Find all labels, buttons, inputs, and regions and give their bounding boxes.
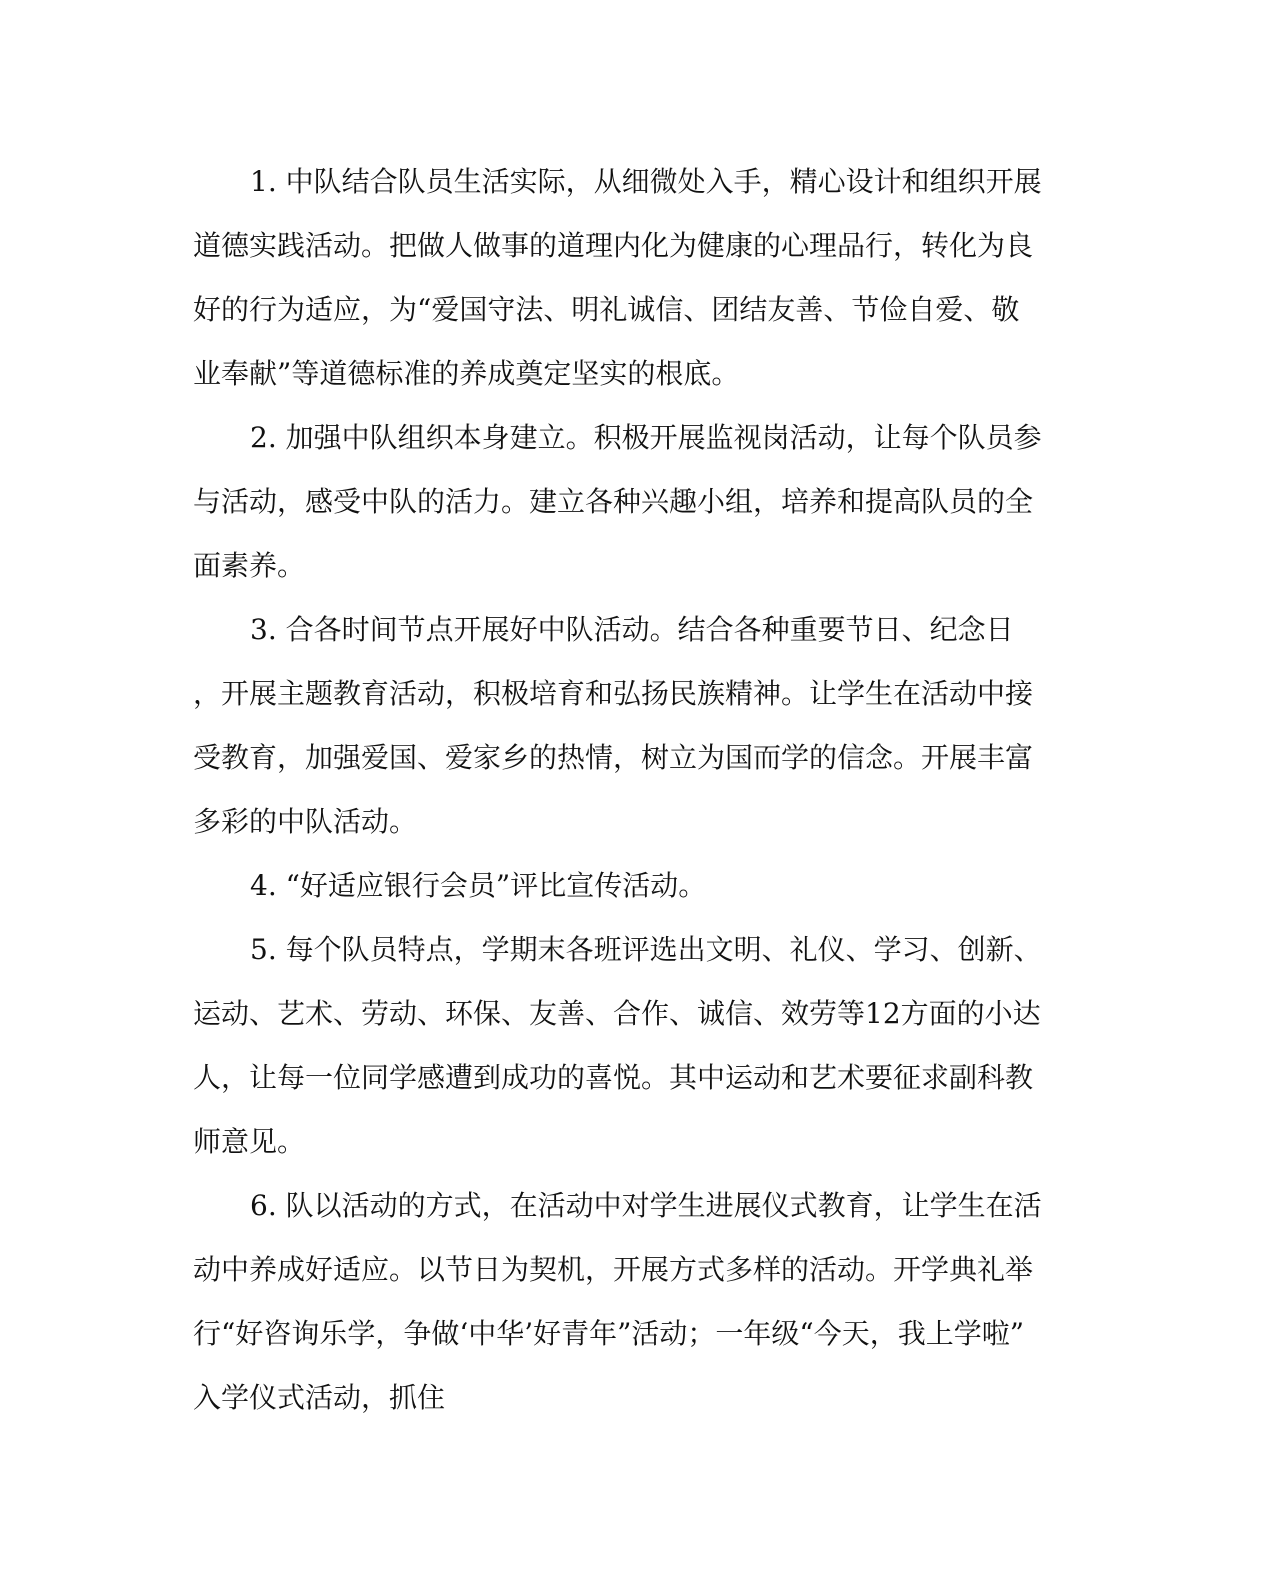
text-line: 师意见。 bbox=[193, 1125, 306, 1158]
paragraph-1 bbox=[193, 150, 1053, 406]
text-line: 与活动，感受中队的活力。建立各种兴趣小组，培养和提高队员的全 bbox=[193, 485, 1034, 518]
text-line: 入学仪式活动，抓住 bbox=[193, 1381, 446, 1414]
text-line: ，开展主题教育活动，积极培育和弘扬民族精神。让学生在活动中接 bbox=[193, 677, 1034, 710]
text-line: 人，让每一位同学感遭到成功的喜悦。其中运动和艺术要征求副科教 bbox=[193, 1061, 1034, 1094]
text-line: 2. 加强中队组织本身建立。积极开展监视岗活动，让每个队员参 bbox=[250, 421, 1042, 454]
text-line: 道德实践活动。把做人做事的道理内化为健康的心理品行，转化为良 bbox=[193, 229, 1034, 262]
text-line: 好的行为适应，为“爱国守法、明礼诚信、团结友善、节俭自爱、敬 bbox=[193, 293, 1020, 326]
text-line: 业奉献”等道德标准的养成奠定坚实的根底。 bbox=[193, 357, 740, 390]
paragraph-5 bbox=[193, 918, 1053, 1174]
paragraph-3 bbox=[193, 598, 1053, 854]
paragraph-6 bbox=[193, 1174, 1053, 1430]
text-line: 3. 合各时间节点开展好中队活动。结合各种重要节日、纪念日 bbox=[250, 613, 1014, 646]
text-line: 多彩的中队活动。 bbox=[193, 805, 418, 838]
text-line: 运动、艺术、劳动、环保、友善、合作、诚信、效劳等12方面的小达 bbox=[193, 997, 1041, 1030]
paragraph-2 bbox=[193, 406, 1053, 598]
text-line: 行“好咨询乐学，争做‘中华’好青年”活动；一年级“今天，我上学啦” bbox=[193, 1317, 1025, 1350]
text-line: 4. “好适应银行会员”评比宣传活动。 bbox=[250, 869, 707, 902]
paragraph-4 bbox=[193, 854, 1053, 918]
text-line: 动中养成好适应。以节日为契机，开展方式多样的活动。开学典礼举 bbox=[193, 1253, 1034, 1286]
document-body bbox=[193, 150, 1053, 1430]
text-line: 1. 中队结合队员生活实际，从细微处入手，精心设计和组织开展 bbox=[250, 165, 1042, 198]
text-line: 5. 每个队员特点，学期末各班评选出文明、礼仪、学习、创新、 bbox=[250, 933, 1042, 966]
text-line: 面素养。 bbox=[193, 549, 306, 582]
text-line: 受教育，加强爱国、爱家乡的热情，树立为国而学的信念。开展丰富 bbox=[193, 741, 1034, 774]
text-line: 6. 队以活动的方式，在活动中对学生进展仪式教育，让学生在活 bbox=[250, 1189, 1042, 1222]
